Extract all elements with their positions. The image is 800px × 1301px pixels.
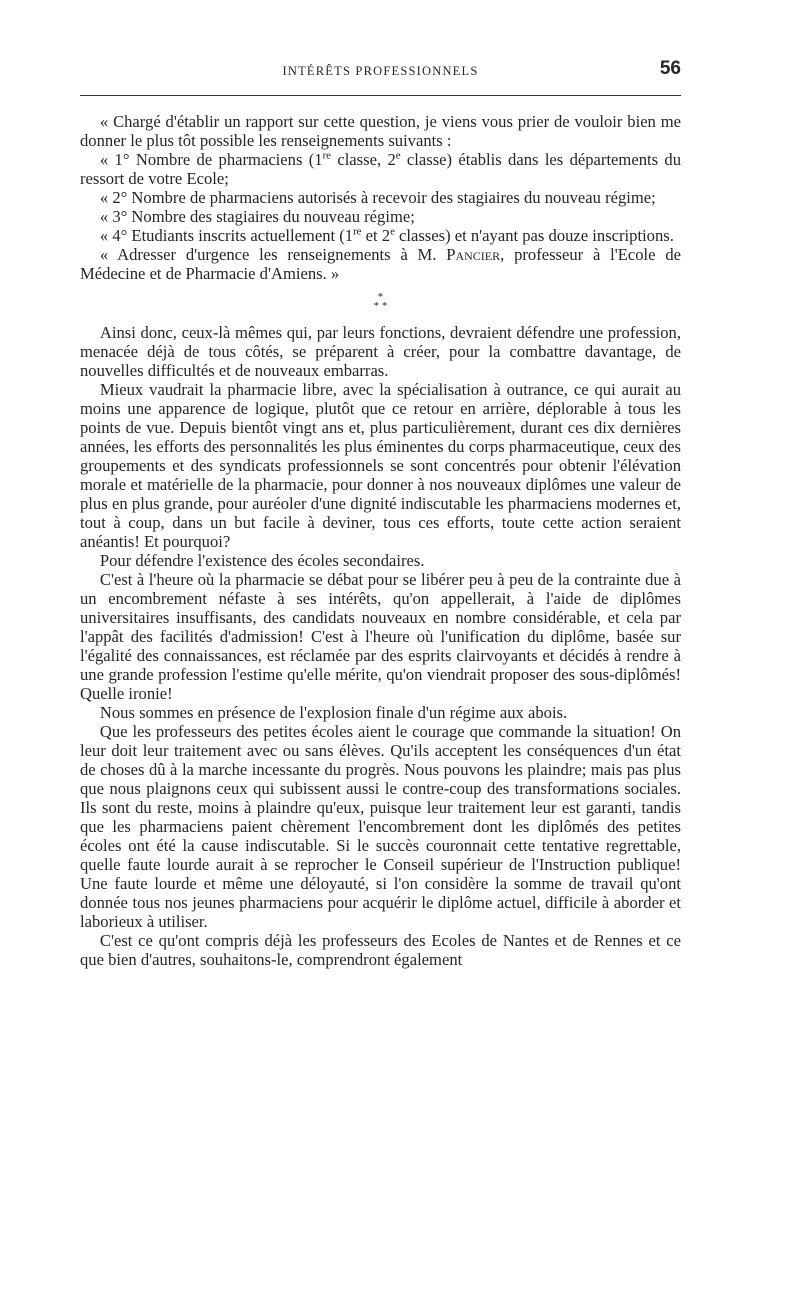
page-number: 56	[659, 58, 681, 79]
section-asterism: * * *	[373, 291, 388, 312]
paragraph-5: Nous sommes en présence de l'explosion finale d'un régime aux abois.	[99, 703, 568, 722]
letter-item-2: « 2° Nombre de pharmaciens autorisés à recevoir des stagiaires du nouveau régime;	[99, 188, 656, 207]
person-name: Pancier	[446, 245, 501, 264]
paragraph-6: Que les professeurs des petites écoles aient le courage que commande la situation! On leur doit leur traitement avec ou sans élèves. Qu'ils acceptent les conséquences d'un état de choses dû à la marche incessante du progrès. Nous pouvons les plaindre; mais pas plus que nous plaignons ceux qui subissent aussi le contre-coup des transformations sociales. Ils sont du reste, moins à plaindre qu'eux, puisque leur traitement leur est garanti, tandis que les pharmaciens paient chèrement l'encombrement dont les diplômés des petites écoles ont été la cause indiscutable. Si le succès couronnait cette tentative regrettable, quelle faute lourde aurait à se reprocher le Conseil supérieur de l'Instruction publique! Une faute lourde et même une déloyauté, si l'on considère la somme de travail qu'ont donnée tous nos jeunes pharmaciens pour acquérir le diplôme actuel, difficile à aborder et laborieux à utiliser.	[80, 722, 681, 931]
paragraph-4: C'est à l'heure où la pharmacie se débat pour se libérer peu à peu de la contrainte due à un encombrement néfaste à ses intérêts, qu'on appellerait, à l'aide de diplômes universitaires insuffisants, des candidats nouveaux en nombre considérable, et cela par l'appât des facilités d'admission! C'est à l'heure où l'unification du diplôme, basée sur l'égalité des connaissances, est réclamée par des esprits clairvoyants et décidés à rendre à une grande profession l'estime qu'elle mérite, qu'on viendrait proposer des sous-diplômés! Quelle ironie!	[80, 570, 681, 703]
letter-item-4: « 4° Etudiants inscrits actuellement (1re et 2e classes) et n'ayant pas douze inscriptions.	[99, 225, 674, 245]
body-text	[80, 112, 681, 969]
letter-closing: « Adresser d'urgence les renseignements à M. Pancier, professeur à l'Ecole de Médecine et de Pharmacie d'Amiens. »	[80, 245, 681, 283]
paragraph-3: Pour défendre l'existence des écoles secondaires.	[99, 551, 425, 570]
paragraph-2: Mieux vaudrait la pharmacie libre, avec la spécialisation à outrance, ce qui aurait au moins une apparence de logique, plutôt que ce retour en arrière, déplorable à tous les points de vue. Depuis bientôt vingt ans et, plus particulièrement, durant ces dix dernières années, les efforts des personnalités les plus éminentes du corps pharmaceutique, ceux des groupements et des syndicats professionnels se sont concentrés pour obtenir l'élévation morale et matérielle de la pharmacie, pour donner à nos nouveaux diplômes une valeur de plus en plus grande, pour auréoler d'une dignité indiscutable les pharmaciens modernes et, tout à coup, dans un but facile à deviner, tous ces efforts, toute cette action seraient anéantis! Et pourquoi?	[80, 380, 681, 551]
running-title: INTÉRÊTS PROFESSIONNELS	[282, 64, 479, 78]
paragraph-7: C'est ce qu'ont compris déjà les professeurs des Ecoles de Nantes et de Rennes et ce que bien d'autres, souhaitons-le, comprendront également	[80, 931, 681, 969]
paragraph-1: Ainsi donc, ceux-là mêmes qui, par leurs fonctions, devraient défendre une profession, menacée déjà de tous côtés, se préparent à créer, pour la combattre davantage, de nouvelles difficultés et de nouveaux embarras.	[80, 323, 681, 380]
page-header	[80, 58, 681, 88]
letter-item-3: « 3° Nombre des stagiaires du nouveau régime;	[99, 207, 415, 226]
letter-intro: « Chargé d'établir un rapport sur cette question, je viens vous prier de vouloir bien me donner le plus tôt possible les renseignements suivants :	[80, 112, 681, 150]
header-rule	[80, 95, 681, 96]
letter-item-1: « 1° Nombre de pharmaciens (1re classe, 2e classe) établis dans les départements du ressort de votre Ecole;	[80, 149, 681, 188]
